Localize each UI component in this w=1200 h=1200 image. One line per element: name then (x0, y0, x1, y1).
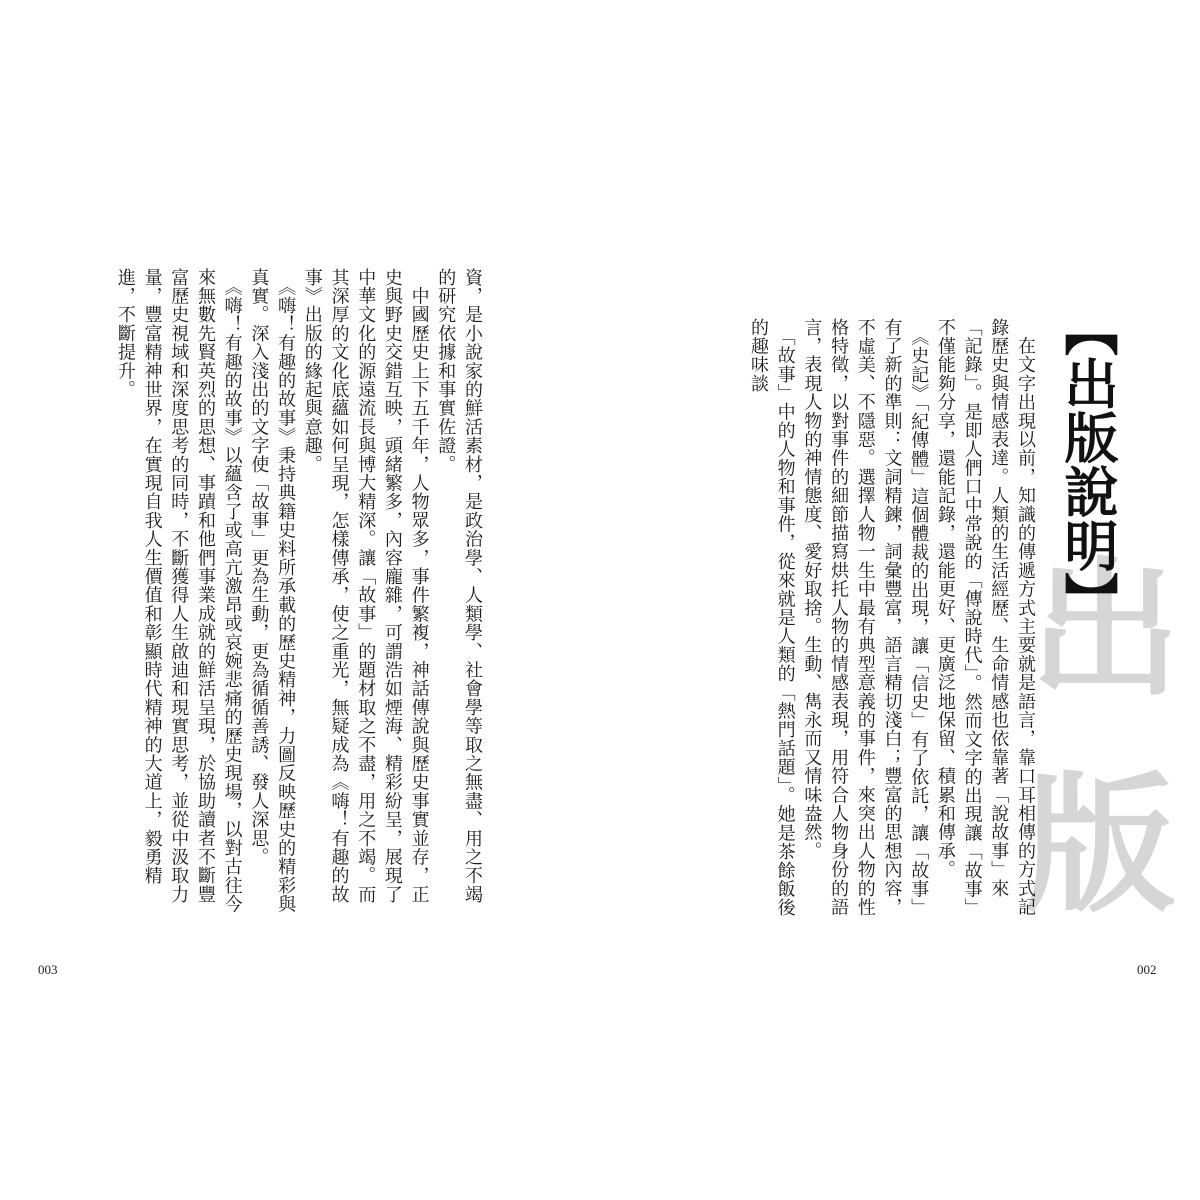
paragraph-3 (245, 268, 298, 918)
paragraph-1 (931, 318, 1038, 918)
paragraph-4-text: 《嗨！有趣的故事》以蘊含了或高亢激昂或哀婉悲痛的歷史現場，以對古往今來無數先賢英烈的思想、事蹟和他們事業成就的鮮活呈現，於協助讀者不斷豐富歷史視域和深度思考的同時，不斷獲得人生啟迪和現實思考，並從中汲取力量，豐富精神世界，在實現自我人生價值和彰顯時代精神的大道上，毅勇精進，不斷提升。 (114, 268, 243, 914)
left-text-columns (111, 268, 485, 918)
paragraph-2 (298, 268, 432, 918)
background-watermark-char-2: 版 (1025, 757, 1176, 933)
paragraph-4 (111, 268, 245, 918)
paragraph-2-text: 《史記》「紀傳體」這個體裁的出現，讓「信史」有了依託，讓「故事」有了新的準則：文詞精鍊，詞彙豐富，語言精切淺白；豐富的思想內容，不虛美、不隱惡。選擇人物一生中最有典型意義的事件，來突出人物的性格特徵，以對事件的細節描寫烘托人物的情感表現，用符合人物身份的語言，表現人物的神情態度、愛好取捨。生動、雋永而又情味盎然。 (801, 318, 930, 918)
background-watermark-char-1: 出 (1030, 542, 1181, 718)
right-text-columns (744, 318, 1038, 918)
right-body-text (747, 318, 1038, 918)
left-body-text (114, 268, 485, 918)
paragraph-1-continued: 資，是小說家的鮮活素材，是政治學、人類學、社會學等取之無盡、用之不竭的研究依據和事實佐證。 (435, 268, 483, 904)
section-title: 【出版說明】 (1056, 302, 1119, 626)
page-number: 003 (38, 962, 58, 977)
paragraph-3-text: 「故事」中的人物和事件，從來就是人類的「熱門話題」。她是茶餘飯後的趣味談 (747, 318, 796, 918)
paragraph-3 (744, 318, 797, 918)
paragraph-3-text: 《嗨！有趣的故事》秉持典籍史料所承載的歷史精神，力圖反映歷史的精彩與真實。深入淺出的文字使「故事」更為生動，更為循循善誘、發人深思。 (248, 268, 297, 914)
paragraph-2-text: 中國歷史上下五千年，人物眾多，事件繁複，神話傳說與歷史事實並存，正史與野史交錯互映，頭緒繁多，內容龐雜，可謂浩如煙海、精彩紛呈，展現了中華文化的源遠流長與博大精深。讓「故事」的題材取之不盡，用之不竭。而其深厚的文化底蘊如何呈現，怎樣傳承，使之重光，無疑成為《嗨！有趣的故事》出版的緣起與意趣。 (301, 268, 430, 904)
page-002 (600, 0, 1200, 1200)
paragraph-1-text: 在文字出現以前，知識的傳遞方式主要就是語言，靠口耳相傳的方式記錄歷史與情感表達。人類的生活經歷、生命情感也依靠著「說故事」來「記錄」。是即人們口中常說的「傳說時代」。然而文字的出現讓「故事」不僅能夠分享，還能記錄，還能更好、更廣泛地保留、積累和傳承。 (934, 318, 1036, 918)
page-number: 002 (1137, 962, 1157, 977)
paragraph-2 (798, 318, 932, 918)
